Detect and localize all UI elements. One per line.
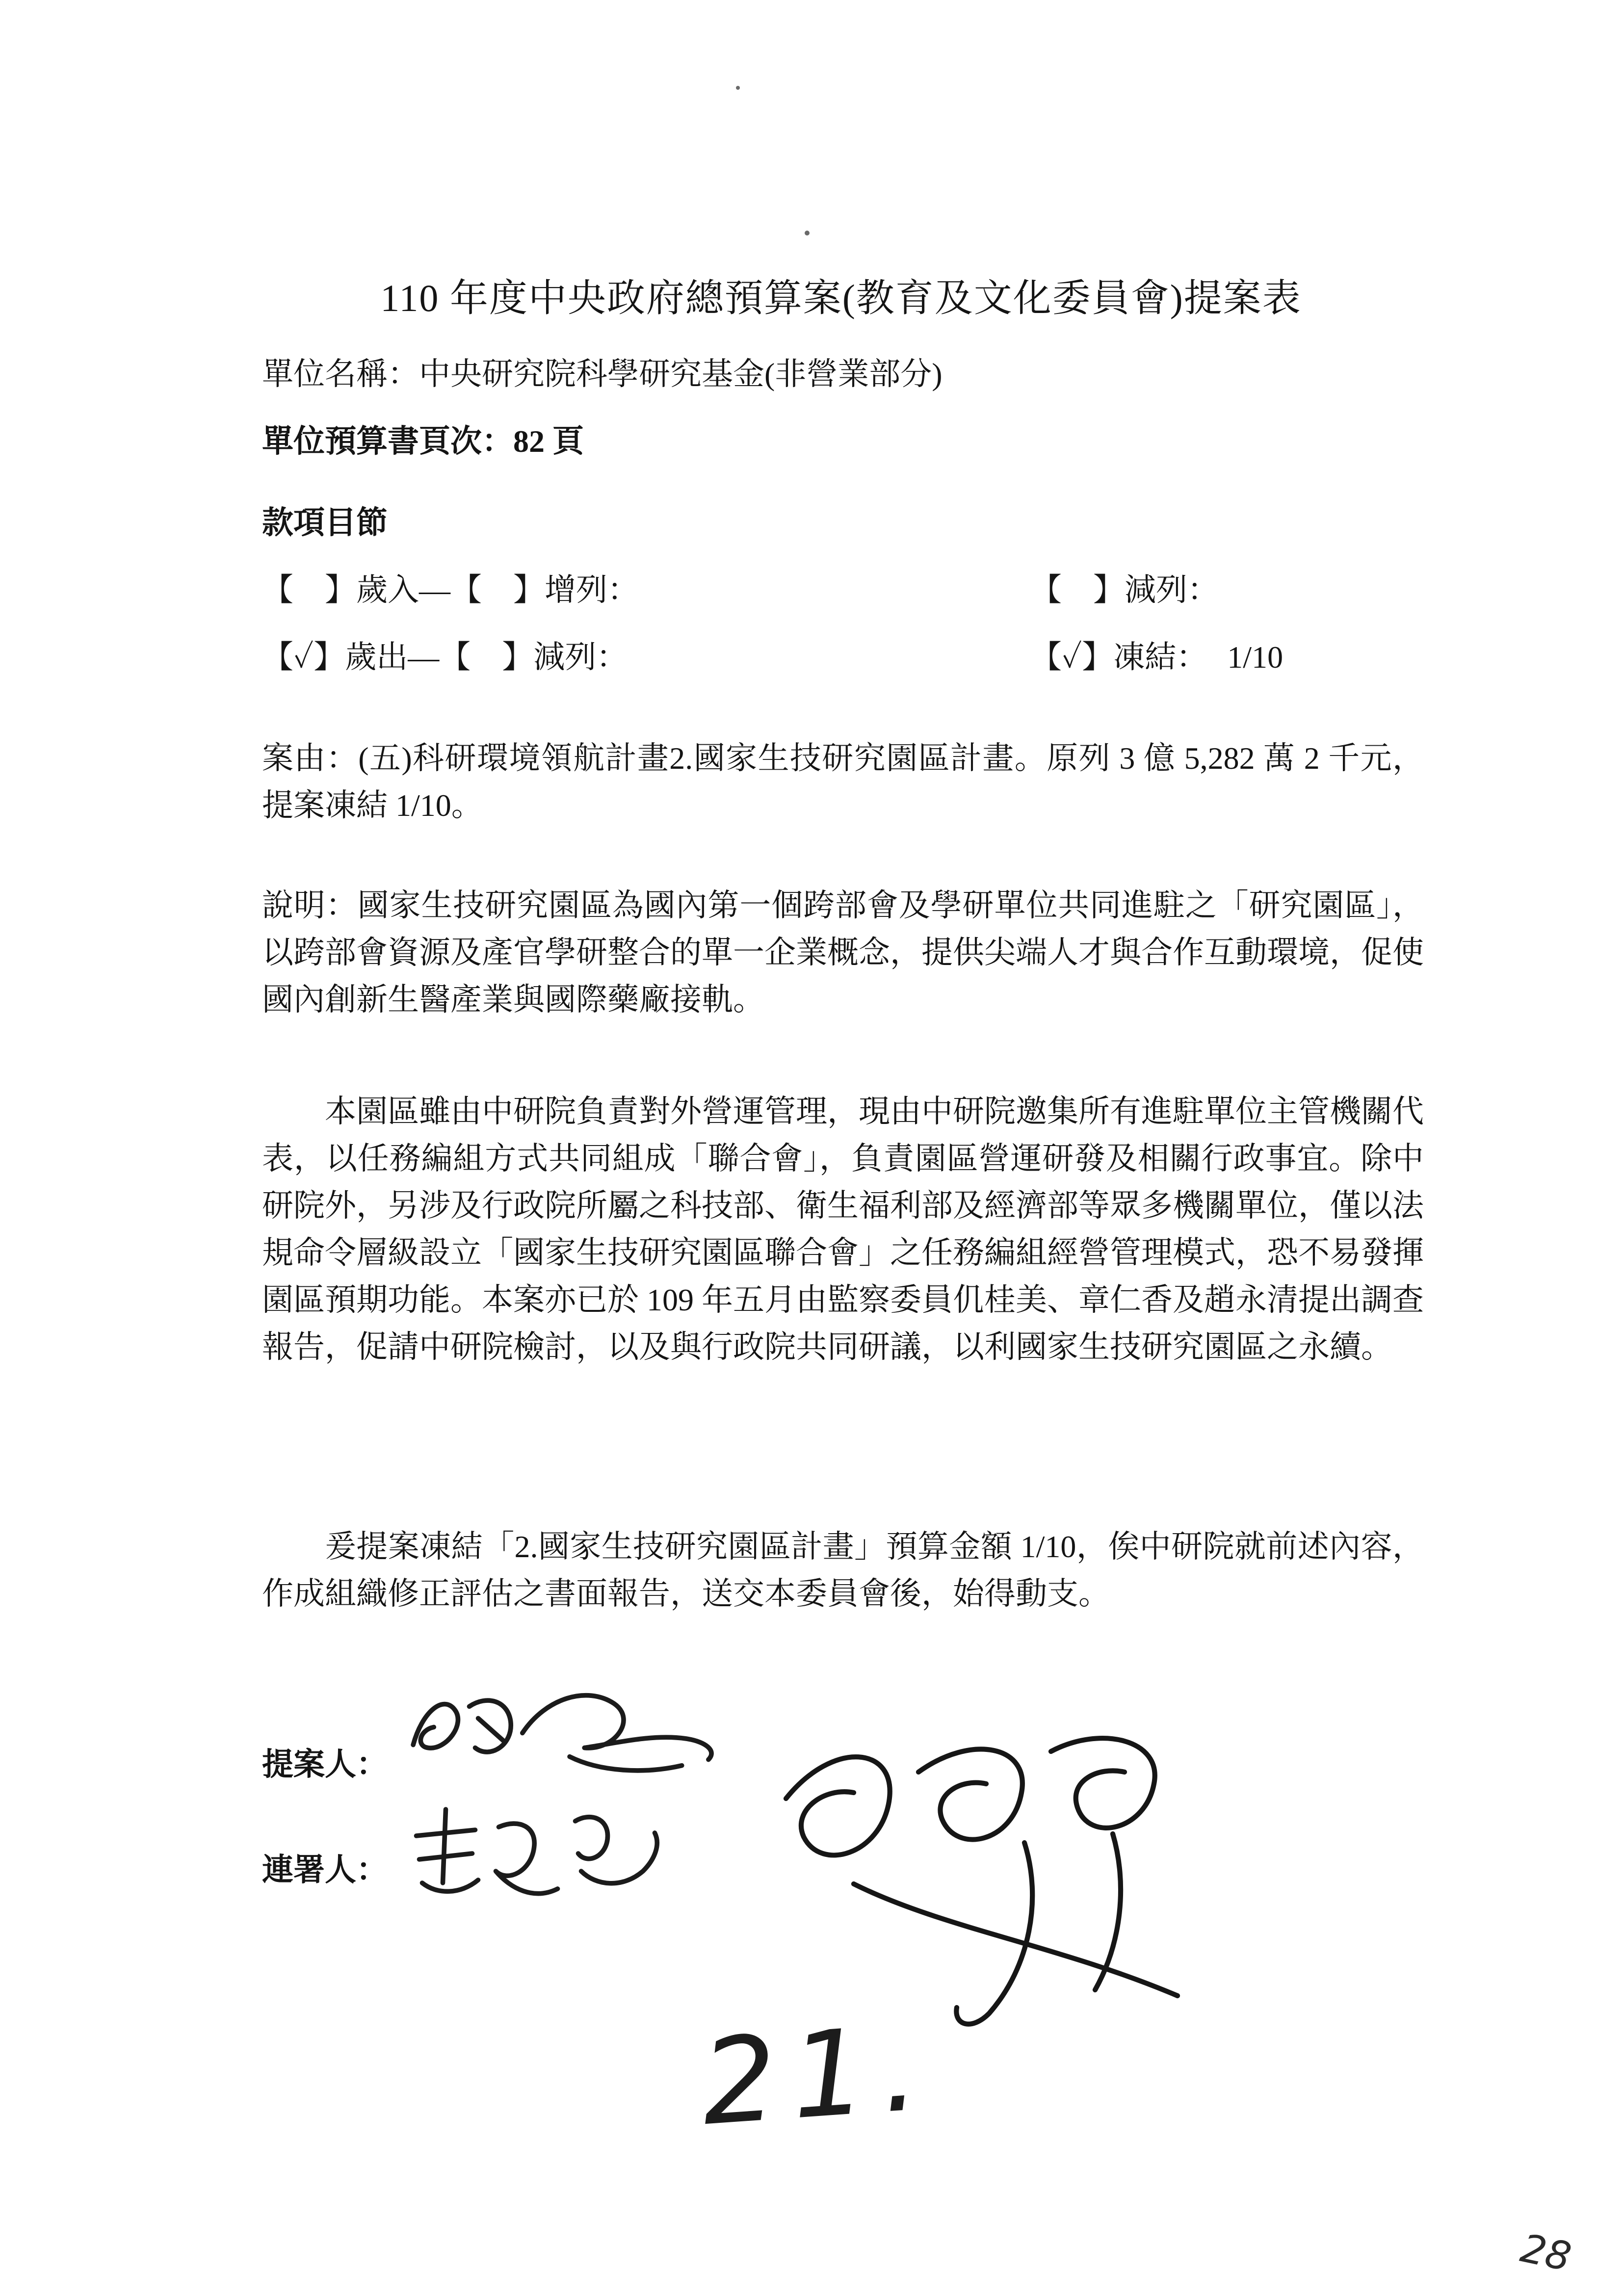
unit-name-line: 單位名稱：中央研究院科學研究基金(非營業部分) xyxy=(262,357,943,391)
freeze-fraction-value: 1/10 xyxy=(1227,640,1283,675)
checkbox-increase: 【 】 xyxy=(450,573,545,607)
case-paragraph: 案由：(五)科研環境領航計畫2.國家生技研究園區計畫。原列 3 億 5,282 萬 2 千元，提案凍結 1/10。 xyxy=(262,741,1424,823)
conclusion-paragraph: 爰提案凍結「2.國家生技研究園區計畫」預算金額 1/10，俟中研院就前述內容，作成組織修正評估之書面報告，送交本委員會後，始得動支。 xyxy=(262,1529,1424,1611)
body-paragraph: 本園區雖由中研院負責對外營運管理，現由中研院邀集所有進駐單位主管機關代表，以任務編組方式共同組成「聯合會」，負責園區營運研發及相關行政事宜。除中研院外，另涉及行政院所屬之科技部、衛生福利部及經濟部等眾多機關單位，僅以法規命令層級設立「國家生技研究園區聯合會」之任務編組經營管理模式，恐不易發揮園區預期功能。本案亦已於 109 年五月由監察委員仉桂美、章仁香及趙永清提出調查報告，促請中研院檢討，以及與行政院共同研議，以利國家生技研究園區之永續。 xyxy=(262,1094,1424,1364)
checkbox-decrease-revenue: 【 】 xyxy=(1030,573,1125,607)
budget-page-line: 單位預算書頁次：82 頁 xyxy=(262,424,584,459)
checkbox-decrease-expenditure: 【 】 xyxy=(439,640,534,675)
checkrow-freeze xyxy=(1030,634,1624,681)
label-expenditure: 歲出— xyxy=(345,640,440,675)
handwritten-corner-page-number: 28 xyxy=(1517,2225,1575,2280)
large-signature xyxy=(736,1707,1207,2031)
cosigner-signature xyxy=(393,1786,677,1933)
checkbox-revenue: 【 】 xyxy=(262,573,356,607)
label-freeze: 凍結： xyxy=(1113,640,1208,675)
document-title: 110 年度中央政府總預算案(教育及文化委員會)提案表 xyxy=(380,277,1302,319)
scan-speck xyxy=(736,86,740,90)
checkbox-expenditure-checked: 【✓】 xyxy=(262,640,345,675)
checkbox-freeze-checked: 【✓】 xyxy=(1030,640,1114,675)
cosigner-label: 連署人： xyxy=(262,1852,388,1887)
section-header: 款項目節 xyxy=(262,505,388,540)
explanation-paragraph: 說明：國家生技研究園區為國內第一個跨部會及學研單位共同進駐之「研究園區」，以跨部會資源及產官學研整合的單一企業概念，提供尖端人才與合作互動環境，促使國內創新生醫產業與國際藥廠接軌。 xyxy=(262,888,1424,1017)
label-increase: 增列： xyxy=(545,573,639,607)
label-decrease-revenue: 減列： xyxy=(1125,573,1219,607)
checkrow-revenue-right xyxy=(1030,567,1624,614)
scan-speck xyxy=(805,231,810,235)
label-revenue: 歲入— xyxy=(356,573,450,607)
label-decrease-expenditure: 減列： xyxy=(533,640,628,675)
proposer-signature xyxy=(393,1668,726,1805)
handwritten-item-number: 21. xyxy=(697,1998,938,2152)
proposer-label: 提案人： xyxy=(262,1747,388,1782)
